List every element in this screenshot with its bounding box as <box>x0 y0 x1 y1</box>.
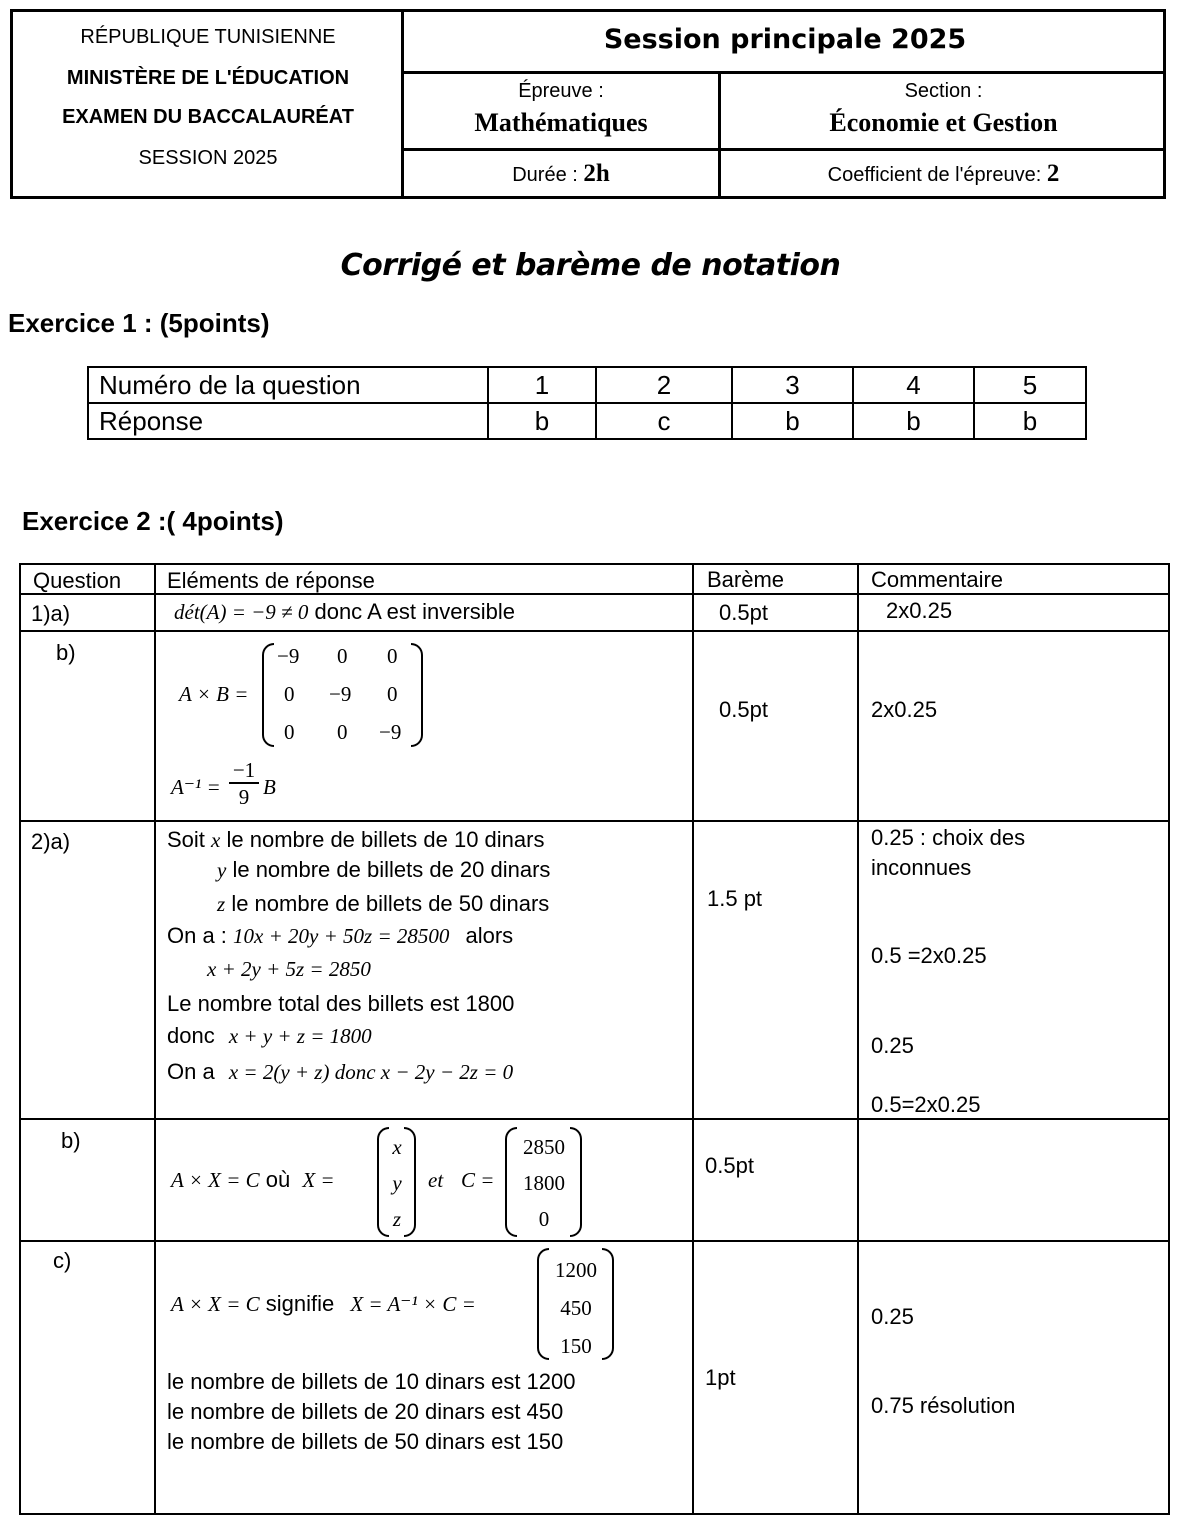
page-title: Corrigé et barème de notation <box>340 248 841 283</box>
q1b-comment: 2x0.25 <box>871 697 938 722</box>
exercise2-title: Exercice 2 :( 4points) <box>22 506 284 536</box>
coef-label: Coefficient de l'épreuve: <box>827 164 1042 186</box>
duree-label: Durée : <box>512 164 578 186</box>
header-bareme: Barème <box>707 567 785 592</box>
vector-cell: 0 <box>538 1207 550 1231</box>
var-y: y <box>217 858 227 882</box>
vector-cell: 450 <box>560 1296 592 1320</box>
coef-value: 2 <box>1046 160 1060 187</box>
vector-cell: z <box>392 1207 402 1231</box>
q2c-eq-line <box>171 1291 476 1317</box>
section-value: Économie et Gestion <box>829 108 1058 137</box>
exam-header <box>10 9 1166 199</box>
epreuve-label: Épreuve : <box>518 80 604 102</box>
inverse-rhs: B <box>263 775 276 799</box>
vector-X <box>387 1129 407 1237</box>
q2b-eq: A × X = C <box>171 1168 260 1192</box>
q2a-desc-y: le nombre de billets de 20 dinars <box>232 857 551 882</box>
matrix-cell: 0 <box>337 720 348 744</box>
table-row <box>88 403 1086 439</box>
q2a-comment2: 0.5 =2x0.25 <box>871 943 987 968</box>
duree-value: 2h <box>583 160 610 187</box>
duree-cell <box>404 160 718 188</box>
q2c-comment1: 0.25 <box>871 1304 914 1329</box>
question-number: 2 <box>596 367 732 403</box>
matrix-cell: 0 <box>284 682 295 706</box>
matrix-AB <box>274 644 414 758</box>
q2a-eq1-line <box>167 923 513 949</box>
equation-4: x = 2(y + z) donc x − 2y − 2z = 0 <box>228 1060 514 1084</box>
frac-denominator: 9 <box>238 785 250 809</box>
q2c-result3: le nombre de billets de 50 dinars est 150 <box>167 1429 564 1454</box>
matrix-cell: 0 <box>387 682 398 706</box>
republic-line: RÉPUBLIQUE TUNISIENNE <box>80 26 336 48</box>
answer: b <box>488 403 596 439</box>
q1a-text: donc A est inversible <box>314 599 516 624</box>
matrix-cell: −9 <box>329 682 352 706</box>
matrix-cell: −9 <box>379 720 402 744</box>
left-paren <box>262 643 274 747</box>
matrix-cell: 0 <box>387 644 398 668</box>
q2a-total: Le nombre total des billets est 1800 <box>167 991 515 1016</box>
session-principale: Session principale 2025 <box>603 24 967 55</box>
on-a-text: On a : <box>167 923 227 948</box>
equation-1: 10x + 20y + 50z = 28500 <box>233 924 450 948</box>
question-number: 1 <box>488 367 596 403</box>
question-number-label: Numéro de la question <box>88 367 488 403</box>
on-a2-text: On a <box>167 1059 215 1084</box>
vector-cell: 1200 <box>555 1258 597 1282</box>
frac-numerator: −1 <box>229 758 259 784</box>
q2a-line1 <box>167 827 544 853</box>
q1a-label: 1)a) <box>31 601 71 626</box>
vector-cell: 150 <box>560 1334 592 1358</box>
table-row <box>88 367 1086 403</box>
question-number: 3 <box>732 367 853 403</box>
q2a-bareme: 1.5 pt <box>707 886 763 911</box>
var-z: z <box>217 892 226 916</box>
question-number: 4 <box>853 367 974 403</box>
q1a-comment: 2x0.25 <box>886 598 953 623</box>
q2a-comment1b: inconnues <box>871 855 972 880</box>
header-commentaire: Commentaire <box>871 567 1004 592</box>
q1a-math: dét(A) = −9 ≠ 0 <box>174 600 309 624</box>
exercise2-table <box>19 563 1170 1515</box>
section-label: Section : <box>904 80 983 102</box>
matrix-cell: −9 <box>277 644 300 668</box>
coef-cell <box>721 160 1166 188</box>
vector-cell: y <box>392 1171 402 1195</box>
vector-cell: 1800 <box>523 1171 565 1195</box>
q1b-bareme: 0.5pt <box>719 697 768 722</box>
exam-line: EXAMEN DU BACCALAURÉAT <box>62 106 354 128</box>
q2a-line3 <box>217 891 549 917</box>
exercise1-title: Exercice 1 : (5points) <box>8 308 270 338</box>
q2a-desc-z: le nombre de billets de 50 dinars <box>231 891 550 916</box>
q2c-rhs: X = A⁻¹ × C = <box>350 1292 476 1316</box>
q1b-lhs: A × B = <box>179 682 249 706</box>
answer: b <box>853 403 974 439</box>
header-elements: Eléments de réponse <box>167 568 375 593</box>
q2c-bareme: 1pt <box>705 1365 736 1390</box>
q2a-comment3: 0.25 <box>871 1033 914 1058</box>
matrix-cell: 0 <box>284 720 295 744</box>
var-x: x <box>211 828 221 852</box>
answer: b <box>732 403 853 439</box>
ministry-line: MINISTÈRE DE L'ÉDUCATION <box>66 67 350 89</box>
ou-text: où <box>265 1167 291 1192</box>
q2a-eq4-line <box>167 1059 513 1085</box>
answer-label: Réponse <box>88 403 488 439</box>
vector-cell: x <box>392 1135 402 1159</box>
q2c-result1: le nombre de billets de 10 dinars est 1200 <box>167 1369 576 1394</box>
session-line: SESSION 2025 <box>138 147 278 169</box>
signifie-text: signifie <box>265 1291 335 1316</box>
alors-text: alors <box>465 923 514 948</box>
equation-3: x + y + z = 1800 <box>228 1024 372 1048</box>
q2b-bareme: 0.5pt <box>705 1153 754 1178</box>
donc-text: donc <box>167 1023 215 1048</box>
answer: c <box>596 403 732 439</box>
c-lhs: C = <box>461 1168 495 1192</box>
q1a-bareme: 0.5pt <box>719 600 768 625</box>
q2c-result2: le nombre de billets de 20 dinars est 450 <box>167 1399 564 1424</box>
q2a-eq3-line <box>167 1023 372 1049</box>
answer: b <box>974 403 1086 439</box>
x-lhs: X = <box>302 1168 335 1192</box>
question-number: 5 <box>974 367 1086 403</box>
q2c-comment2: 0.75 résolution <box>871 1393 1016 1418</box>
q2a-comment4: 0.5=2x0.25 <box>871 1092 981 1117</box>
solution-vector <box>545 1251 607 1365</box>
equation-2: x + 2y + 5z = 2850 <box>207 957 371 981</box>
inverse-lhs: A⁻¹ = <box>171 775 221 799</box>
q2c-label: c) <box>53 1248 72 1273</box>
q1a-answer <box>174 599 515 625</box>
vector-C <box>513 1129 575 1237</box>
q2a-line2 <box>217 857 550 883</box>
q2a-label: 2)a) <box>31 829 71 854</box>
institution-block <box>13 12 403 196</box>
et-text: et <box>428 1168 444 1192</box>
q2a-comment1: 0.25 : choix des <box>871 825 1026 850</box>
header-question: Question <box>33 568 122 593</box>
vector-cell: 2850 <box>523 1135 565 1159</box>
q1b-label: b) <box>56 640 76 665</box>
q2c-eq: A × X = C <box>171 1292 260 1316</box>
epreuve-value: Mathématiques <box>474 108 648 137</box>
q2b-label: b) <box>61 1128 81 1153</box>
exercise1-table <box>87 366 1087 440</box>
q2b-eq-line <box>171 1167 335 1193</box>
inverse-fraction <box>229 758 259 810</box>
matrix-cell: 0 <box>337 644 348 668</box>
soit-text: Soit <box>167 827 205 852</box>
q2a-desc-x: le nombre de billets de 10 dinars <box>226 827 545 852</box>
